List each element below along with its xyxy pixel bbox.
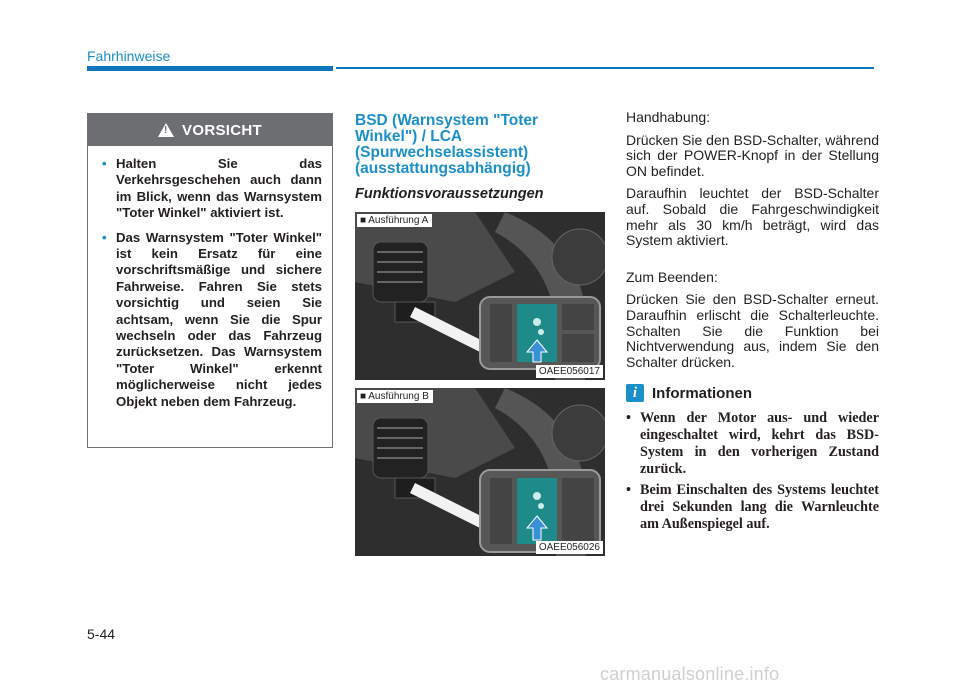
header-bar-light (336, 67, 874, 69)
info-list (626, 410, 879, 533)
caution-box (87, 113, 333, 448)
figure-a-photo (355, 212, 605, 380)
body-paragraph: Drücken Sie den BSD-Schalter erneut. Daraufhin erlischt die Schalterleuchte. Schalten Sie die Funktion bei Nichtverwendung aus, indem Sie den Schalter drücken. (626, 291, 879, 370)
section-header-title: Fahrhinweise (87, 48, 171, 64)
info-item: • Wenn der Motor aus- und wieder eingeschaltet wird, kehrt das BSD-System in den vorherigen Zustand zurück. (626, 410, 879, 478)
caution-item: • Das Warnsystem "Toter Winkel" ist kein Ersatz für eine vorschriftsmäßige und sichere Fahrweise. Fahren Sie stets vorsichtig und seien Sie achtsam, wenn Sie die Spur wechseln oder das Fahrzeug zurücksetzen. Das Warnsystem "Toter Winkel" erkennt möglicherweise nicht jedes Objekt neben dem Fahrzeug. (102, 230, 322, 410)
section-subtitle: Funktionsvoraussetzungen (355, 186, 544, 202)
caution-list (88, 146, 332, 410)
warning-triangle-icon: ! (158, 123, 174, 137)
caution-item: • Halten Sie das Verkehrsgeschehen auch dann im Blick, wenn das Warnsystem "Toter Winkel" aktiviert ist. (102, 156, 322, 222)
figure-b-code: OAEE056026 (536, 541, 603, 554)
header-bar-dark (87, 66, 333, 71)
page-number: 5-44 (87, 626, 116, 642)
figure-a-code: OAEE056017 (536, 365, 603, 378)
body-paragraph: Zum Beenden: (626, 268, 718, 285)
figure-b-label: ■ Ausführung B (357, 390, 433, 403)
body-paragraph: Drücken Sie den BSD-Schalter, während sich der POWER-Knopf in der Stellung ON befindet. (626, 131, 879, 179)
figure-a-label: ■ Ausführung A (357, 214, 432, 227)
figure-b-photo (355, 388, 605, 556)
info-item: • Beim Einschalten des Systems leuchtet drei Sekunden lang die Warnleuchte am Außenspiegel auf. (626, 482, 879, 533)
info-title: Informationen (652, 384, 752, 402)
section-title: BSD (Warnsystem "Toter Winkel") / LCA (Spurwechselassistent) (ausstattungsabhängig) (355, 112, 539, 177)
info-header (626, 384, 879, 402)
watermark: carmanualsonline.info (600, 664, 780, 684)
right-column (626, 110, 879, 537)
body-paragraph: Handhabung: (626, 109, 711, 125)
caution-header (88, 114, 332, 146)
caution-title: VORSICHT (182, 121, 262, 139)
info-icon: i (626, 384, 644, 402)
body-paragraph: Daraufhin leuchtet der BSD-Schalter auf. Sobald die Fahrgeschwindigkeit mehr als 30 km/h beträgt, wird das System aktiviert. (626, 185, 879, 249)
